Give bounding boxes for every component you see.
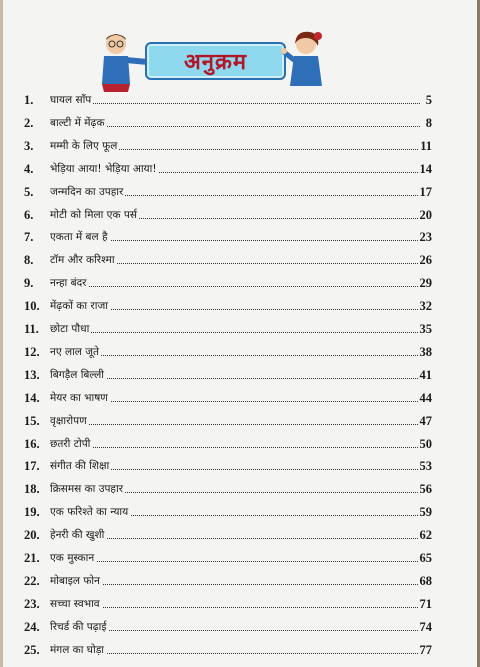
dotted-leader — [50, 424, 420, 425]
toc-entry-title: मेयर का भाषण — [50, 388, 110, 408]
toc-entry-number: 5. — [24, 184, 34, 199]
toc-entry-number: 7. — [24, 230, 34, 245]
girl-illustration — [280, 30, 330, 92]
toc-entry[interactable] — [0, 479, 480, 499]
toc-entry-title: बाल्टी में मेंढ़क — [50, 113, 107, 133]
toc-entry-title: मेंढ़कों का राजा — [50, 296, 110, 316]
toc-entry-number: 1. — [24, 93, 34, 107]
toc-entry-number: 25. — [24, 642, 40, 657]
toc-entry-page-number: 50 — [419, 434, 433, 454]
toc-entry-title: एक मुस्कान — [50, 548, 96, 568]
toc-entry-number: 10. — [24, 299, 40, 314]
toc-entry-page-number: 74 — [419, 617, 433, 637]
toc-entry-number: 15. — [24, 413, 40, 428]
toc-entry-page-number: 20 — [419, 205, 433, 225]
heading-box — [145, 42, 286, 80]
toc-entry-page-number: 62 — [419, 525, 433, 545]
toc-entry-number: 22. — [24, 573, 40, 588]
toc-entry-title: नन्हा बंदर — [50, 273, 88, 293]
toc-entry-page-number: 11 — [419, 136, 432, 156]
toc-entry-title: छतरी टोपी — [50, 434, 92, 454]
toc-entry-number: 8. — [24, 253, 34, 268]
toc-entry[interactable] — [0, 571, 480, 591]
toc-entry-page-number: 38 — [419, 342, 433, 362]
toc-entry-title: सच्चा स्वभाव — [50, 594, 102, 614]
toc-entry-page-number: 68 — [419, 571, 433, 591]
toc-entry[interactable] — [0, 319, 480, 339]
toc-entry-number: 18. — [24, 482, 40, 497]
toc-entry[interactable] — [0, 227, 480, 247]
toc-entry-number: 6. — [24, 207, 34, 222]
toc-entry-page-number: 56 — [419, 479, 433, 499]
toc-entry-page-number: 35 — [419, 319, 433, 339]
toc-entry[interactable] — [0, 342, 480, 362]
toc-entry[interactable] — [0, 502, 480, 522]
boy-illustration — [90, 30, 150, 98]
toc-entry-number: 4. — [24, 161, 34, 176]
toc-entry-page-number: 29 — [419, 273, 433, 293]
toc-entry[interactable] — [0, 113, 480, 133]
toc-entry-page-number: 5 — [425, 90, 432, 110]
dotted-leader — [50, 447, 420, 448]
page-header — [0, 0, 480, 96]
toc-entry-number: 9. — [24, 276, 34, 291]
toc-entry[interactable] — [0, 548, 480, 568]
toc-entry-page-number: 14 — [419, 159, 433, 179]
toc-entry-title: मोटी को मिला एक पर्स — [50, 205, 139, 225]
toc-entry-number: 2. — [24, 115, 34, 130]
toc-entry-page-number: 41 — [419, 365, 433, 385]
toc-entry[interactable] — [0, 205, 480, 225]
dotted-leader — [50, 584, 420, 585]
toc-entry-title: छोटा पौधा — [50, 319, 91, 339]
toc-entry-title: मंगल का घोड़ा — [50, 640, 106, 660]
toc-entry-page-number: 71 — [419, 594, 433, 614]
toc-entry-title: बिगड़ैल बिल्ली — [50, 365, 106, 385]
toc-entry-title: भेड़िया आया! भेड़िया आया! — [50, 159, 159, 179]
toc-entry-number: 14. — [24, 390, 40, 405]
toc-entry-page-number: 44 — [419, 388, 433, 408]
toc-entry[interactable] — [0, 250, 480, 270]
toc-entry-page-number: 77 — [419, 640, 433, 660]
toc-entry-page-number: 17 — [419, 182, 433, 202]
toc-entry[interactable] — [0, 434, 480, 454]
toc-entry[interactable] — [0, 640, 480, 660]
toc-entry-title: हेनरी की खुशी — [50, 525, 106, 545]
toc-entry[interactable] — [0, 182, 480, 202]
toc-entry[interactable] — [0, 411, 480, 431]
toc-entry-number: 3. — [24, 138, 34, 153]
toc-entry-title: टॉम और करिश्मा — [50, 250, 117, 270]
toc-entry-title: रिचर्ड की पढ़ाई — [50, 617, 109, 637]
toc-entry-page-number: 23 — [419, 227, 433, 247]
toc-entry-title: जन्मदिन का उपहार — [50, 182, 125, 202]
toc-entry-title: घायल साँप — [50, 90, 93, 110]
toc-entry-number: 11. — [24, 322, 39, 336]
toc-entry[interactable] — [0, 594, 480, 614]
toc-entry-number: 16. — [24, 436, 40, 451]
toc-entry-number: 23. — [24, 596, 40, 611]
toc-entry-page-number: 53 — [419, 456, 433, 476]
toc-entry-title: मम्मी के लिए फूल — [50, 136, 119, 156]
toc-entry-number: 17. — [24, 459, 40, 474]
dotted-leader — [50, 607, 420, 608]
dotted-leader — [50, 103, 420, 104]
toc-entry-page-number: 26 — [419, 250, 433, 270]
page-title: अनुक्रम — [183, 50, 248, 75]
toc-entry-title: मोबाइल फोन — [50, 571, 102, 591]
toc-entry[interactable] — [0, 90, 480, 110]
toc-entry[interactable] — [0, 159, 480, 179]
toc-entry-number: 24. — [24, 619, 40, 634]
toc-entry[interactable] — [0, 525, 480, 545]
toc-entry-number: 21. — [24, 551, 40, 565]
dotted-leader — [50, 332, 420, 333]
dotted-leader — [50, 355, 420, 356]
dotted-leader — [50, 286, 420, 287]
toc-entry-title: नए लाल जूते — [50, 342, 101, 362]
toc-entry-number: 19. — [24, 505, 40, 520]
toc-entry[interactable] — [0, 456, 480, 476]
toc-entry[interactable] — [0, 136, 480, 156]
toc-entry[interactable] — [0, 365, 480, 385]
toc-entry[interactable] — [0, 296, 480, 316]
toc-entry-page-number: 8 — [425, 113, 432, 133]
toc-entry[interactable] — [0, 388, 480, 408]
toc-entry-number: 12. — [24, 344, 40, 359]
toc-entry-title: एक फरिश्ते का न्याय — [50, 502, 130, 522]
toc-entry-page-number: 65 — [419, 548, 433, 568]
toc-entry-number: 13. — [24, 367, 40, 382]
toc-entry-number: 20. — [24, 528, 40, 543]
toc-entry[interactable] — [0, 617, 480, 637]
toc-entry-page-number: 59 — [419, 502, 433, 522]
dotted-leader — [50, 561, 420, 562]
toc-entry[interactable] — [0, 273, 480, 293]
toc-entry-page-number: 32 — [419, 296, 433, 316]
toc-entry-title: क्रिसमस का उपहार — [50, 479, 125, 499]
toc-entry-title: एकता में बल है — [50, 227, 110, 247]
toc-entry-page-number: 47 — [419, 411, 433, 431]
toc-entry-title: संगीत की शिक्षा — [50, 456, 111, 476]
toc-entry-title: वृक्षारोपण — [50, 411, 89, 431]
